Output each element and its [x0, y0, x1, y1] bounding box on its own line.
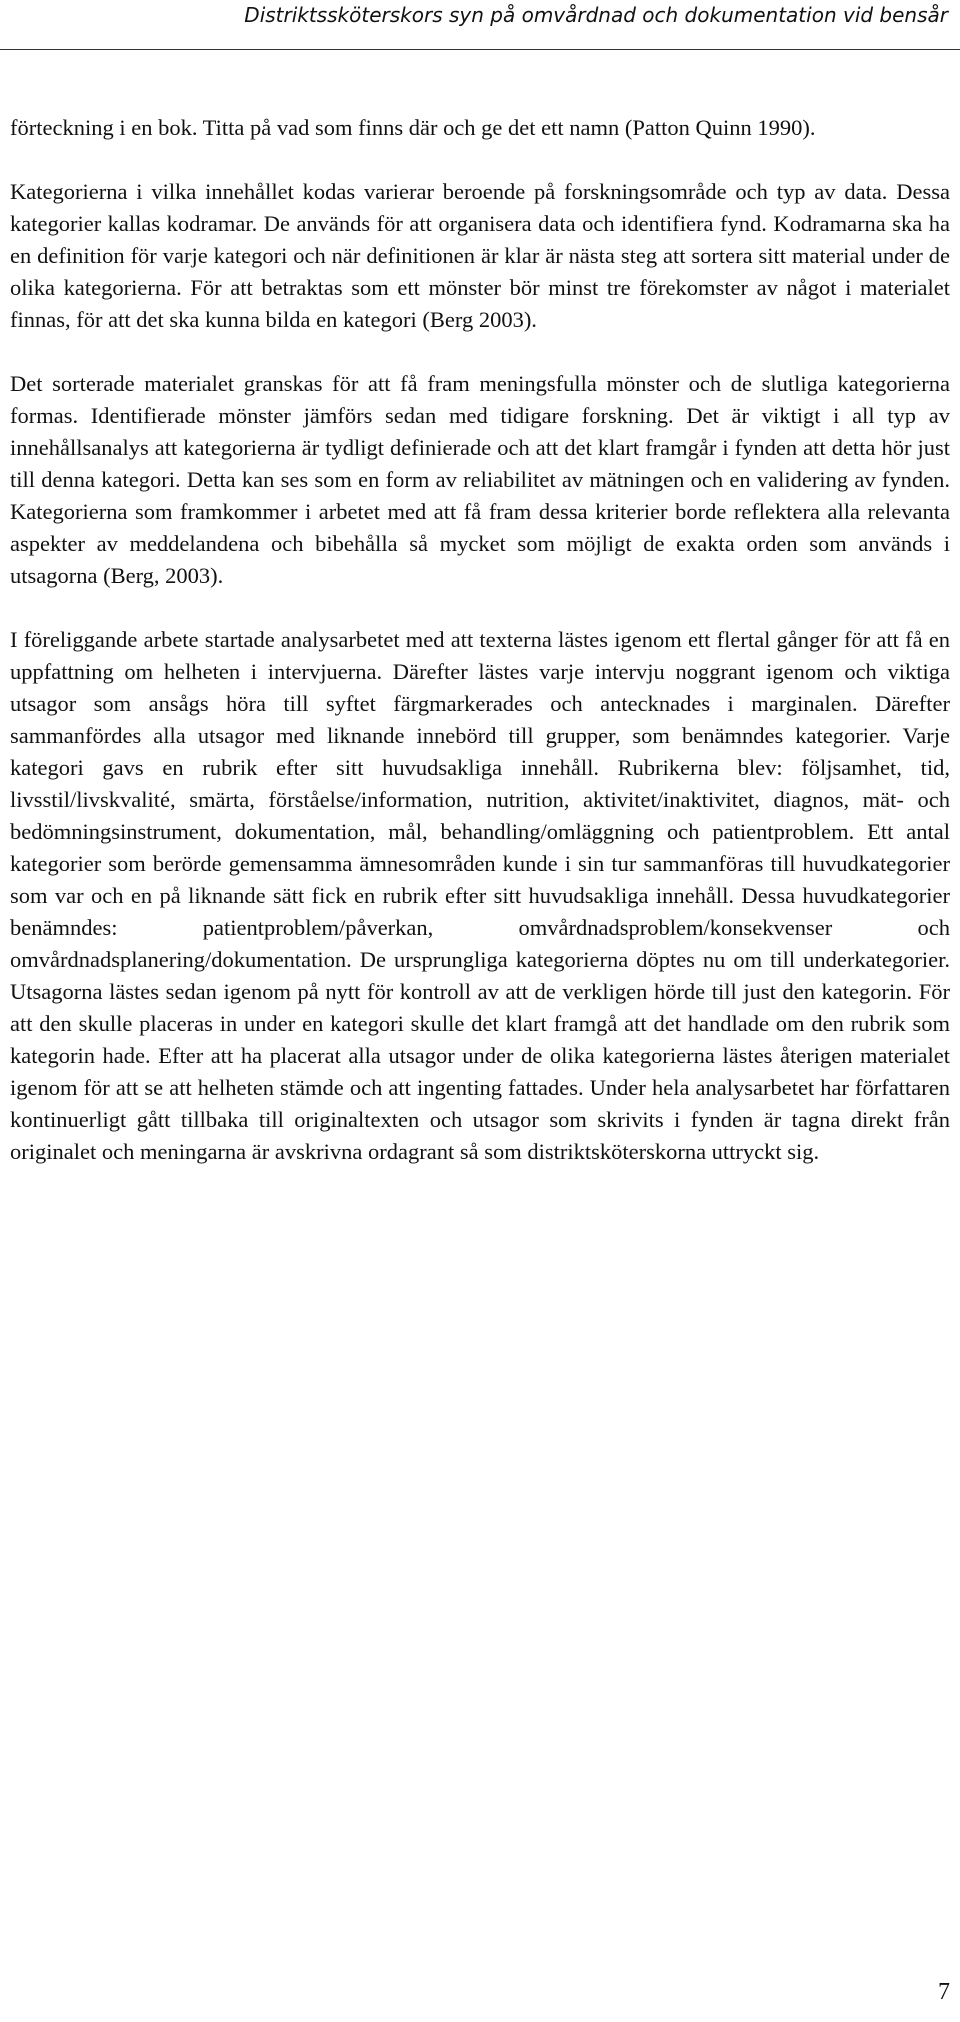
paragraph-analysis-process: I föreliggande arbete startade analysarbetet med att texterna lästes igenom ett flertal gånger för att få en uppfattning om helheten i intervjuerna. Därefter lästes varje intervju noggrant igenom och viktiga utsagor som ansågs höra till syftet färgmarkerades och antecknades i marginalen. Därefter sammanfördes alla utsagor med liknande innebörd till grupper, som benämndes kategorier. Varje kategori gavs en rubrik efter sitt huvudsakliga innehåll. Rubrikerna blev: följsamhet, tid, livsstil/livskvalité, smärta, förståelse/information, nutrition, aktivitet/inaktivitet, diagnos, mät- och bedömningsinstrument, dokumentation, mål, behandling/omläggning och patientproblem. Ett antal kategorier som berörde gemensamma ämnesområden kunde i sin tur sammanföras till huvudkategorier som var och en på liknande sätt fick en rubrik efter sitt huvudsakliga innehåll. Dessa huvudkategorier benämndes: patientproblem/påverkan, omvårdnadsproblem/konsekvenser och omvårdnadsplanering/dokumentation. De ursprungliga kategorierna döptes nu om till underkategorier. Utsagorna lästes sedan igenom på nytt för kontroll av att de verkligen hörde till just den kategorin. För att den skulle placeras in under en kategori skulle det klart framgå att det handlade om den rubrik som kategorin hade. Efter att ha placerat alla utsagor under de olika kategorierna lästes återigen materialet igenom för att se att helheten stämde och att ingenting fattades. Under hela analysarbetet har författaren kontinuerligt gått tillbaka till originaltexten och utsagor som skrivits i fynden är tagna direkt från originalet och meningarna är avskrivna ordagrant så som distriktsköterskorna uttryckt sig.	[10, 627, 950, 1164]
running-header: Distriktssköterskors syn på omvårdnad och dokumentation vid bensår	[0, 0, 960, 50]
paragraph-coding-frames: Kategorierna i vilka innehållet kodas varierar beroende på forskningsområde och typ av data. Dessa kategorier kallas kodramar. De används för att organisera data och identifiera fynd. Kodramarna ska ha en definition för varje kategori och när definitionen är klar är nästa steg att sortera sitt material under de olika kategorierna. För att betraktas som ett mönster bör minst tre förekomster av något i materialet finnas, för att det ska kunna bilda en kategori (Berg 2003).	[10, 179, 950, 332]
paragraph-continuation: förteckning i en bok. Titta på vad som finns där och ge det ett namn (Patton Quinn 1990).	[10, 115, 816, 140]
page-number: 7	[938, 1979, 950, 2005]
paragraph-sorting-material: Det sorterade materialet granskas för att få fram meningsfulla mönster och de slutliga kategorierna formas. Identifierade mönster jämförs sedan med tidigare forskning. Det är viktigt i all typ av innehållsanalys att kategorierna är tydligt definierade och att det klart framgår i fynden att detta hör just till denna kategori. Detta kan ses som en form av reliabilitet av mätningen och en validering av fynden. Kategorierna som framkommer i arbetet med att få fram dessa kriterier borde reflektera alla relevanta aspekter av meddelandena och bibehålla så mycket som möjligt de exakta orden som används i utsagorna (Berg, 2003).	[10, 371, 950, 588]
body-text	[10, 112, 950, 1200]
